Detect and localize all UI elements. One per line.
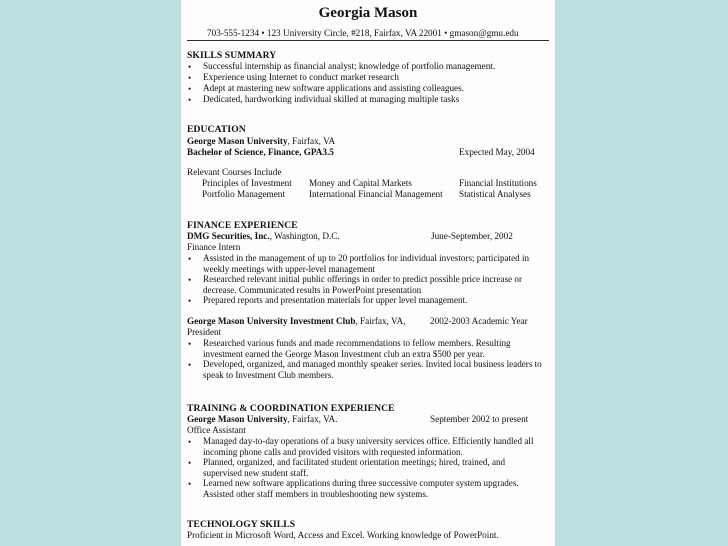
school-location: , Fairfax, VA — [287, 136, 336, 146]
skills-bullet: Successful internship as financial analyst; knowledge of portfolio management. — [203, 61, 496, 71]
club-line — [187, 316, 405, 327]
club-dates: 2002-2003 Academic Year — [430, 316, 528, 326]
contact-line: 703-555-1234 • 123 University Circle, #218, Fairfax, VA 22001 • gmason@gmu.edu — [207, 28, 519, 38]
skills-bullet: Dedicated, hardworking individual skilled at managing multiple tasks — [203, 94, 460, 104]
technology-heading: TECHNOLOGY SKILLS — [187, 519, 296, 530]
expected-date: Expected May, 2004 — [459, 147, 535, 157]
training-bullet-line: Assisted other staff members in troubleshooting new systems. — [203, 488, 429, 499]
bullet-icon: • — [188, 95, 192, 105]
skills-bullet: Adept at mastering new software applications and assisting colleagues. — [203, 83, 465, 93]
header-divider — [187, 40, 549, 41]
skills-bullet: Experience using Internet to conduct market research — [203, 72, 399, 82]
finance-bullet-line: decrease. Communicated results in PowerPoint presentation — [203, 284, 422, 295]
technology-text: Proficient in Microsoft Word, Access and Excel. Working knowledge of PowerPoint. — [187, 530, 499, 540]
finance-bullet-line: Researched relevant initial public offerings in order to predict possible price increase or — [203, 274, 523, 284]
bullet-icon: • — [188, 62, 192, 72]
school-line — [187, 136, 335, 147]
club-bullet-line: Developed, organized, and managed monthly speaker series. Invited local business leaders to — [203, 359, 542, 369]
training-bullet-line: incoming phone calls and provided visitors with requested information. — [203, 446, 463, 457]
bullet-icon: • — [188, 296, 192, 306]
training-bullet-line: Planned, organized, and facilitated student orientation meetings; hired, trained, and — [203, 457, 506, 467]
finance-bullet-line: weekly meetings with upper-level management — [203, 263, 376, 274]
finance-bullet-line: Assisted in the management of up to 20 portfolios for individual investors; participated in — [203, 253, 530, 263]
training-company-location: , Fairfax, VA. — [287, 414, 338, 424]
club-bullet-line: Researched various funds and made recommendations to fellow members. Resulting — [203, 338, 511, 348]
course-item: International Financial Management — [309, 189, 443, 199]
bullet-icon: • — [188, 275, 192, 285]
resume-name: Georgia Mason — [318, 5, 418, 21]
finance-title: Finance Intern — [187, 242, 241, 252]
training-heading: TRAINING & COORDINATION EXPERIENCE — [187, 403, 395, 414]
training-bullet-line: Managed day-to-day operations of a busy university services office. Efficiently handled all — [203, 436, 534, 446]
resume-page — [181, 0, 555, 546]
bullet-icon: • — [188, 254, 192, 264]
finance-company-line — [187, 231, 340, 242]
bullet-icon: • — [188, 437, 192, 447]
finance-company-location: , Washington, D.C. — [269, 231, 340, 241]
finance-heading: FINANCE EXPERIENCE — [187, 220, 298, 231]
finance-dates: June-September, 2002 — [431, 231, 513, 241]
skills-summary-heading: SKILLS SUMMARY — [187, 50, 277, 61]
training-bullet-line: Learned new software applications during three successive computer system upgrades. — [203, 478, 519, 488]
training-company: George Mason University — [187, 414, 288, 424]
bullet-icon: • — [188, 339, 192, 349]
training-bullet-line: supervised new student staff. — [203, 467, 309, 478]
bullet-icon: • — [188, 73, 192, 83]
bullet-icon: • — [188, 458, 192, 468]
training-company-line — [187, 414, 337, 425]
training-dates: September 2002 to present — [430, 414, 529, 424]
club-bullet-line: speak to Investment Club members. — [203, 369, 334, 380]
finance-bullet-line: Prepared reports and presentation materials for upper level management. — [203, 295, 468, 305]
course-item: Portfolio Management — [202, 189, 285, 199]
school-name: George Mason University — [187, 136, 288, 146]
club-title: President — [187, 327, 222, 337]
club-location: , Fairfax, VA, — [355, 316, 406, 326]
bullet-icon: • — [188, 84, 192, 94]
degree: Bachelor of Science, Finance, GPA3.5 — [187, 147, 334, 157]
bullet-icon: • — [188, 360, 192, 370]
course-item: Principles of Investment — [202, 178, 292, 188]
education-heading: EDUCATION — [187, 124, 246, 135]
courses-label: Relevant Courses Include — [187, 167, 282, 177]
training-title: Office Assistant — [187, 425, 246, 435]
finance-company: DMG Securities, Inc. — [187, 231, 270, 241]
bullet-icon: • — [188, 479, 192, 489]
club-name: George Mason University Investment Club — [187, 316, 356, 326]
course-item: Money and Capital Markets — [309, 178, 412, 188]
course-item: Financial Institutions — [459, 178, 537, 188]
club-bullet-line: investment earned the George Mason Investment club an extra $500 per year. — [203, 348, 485, 359]
course-item: Statistical Analyses — [459, 189, 531, 199]
